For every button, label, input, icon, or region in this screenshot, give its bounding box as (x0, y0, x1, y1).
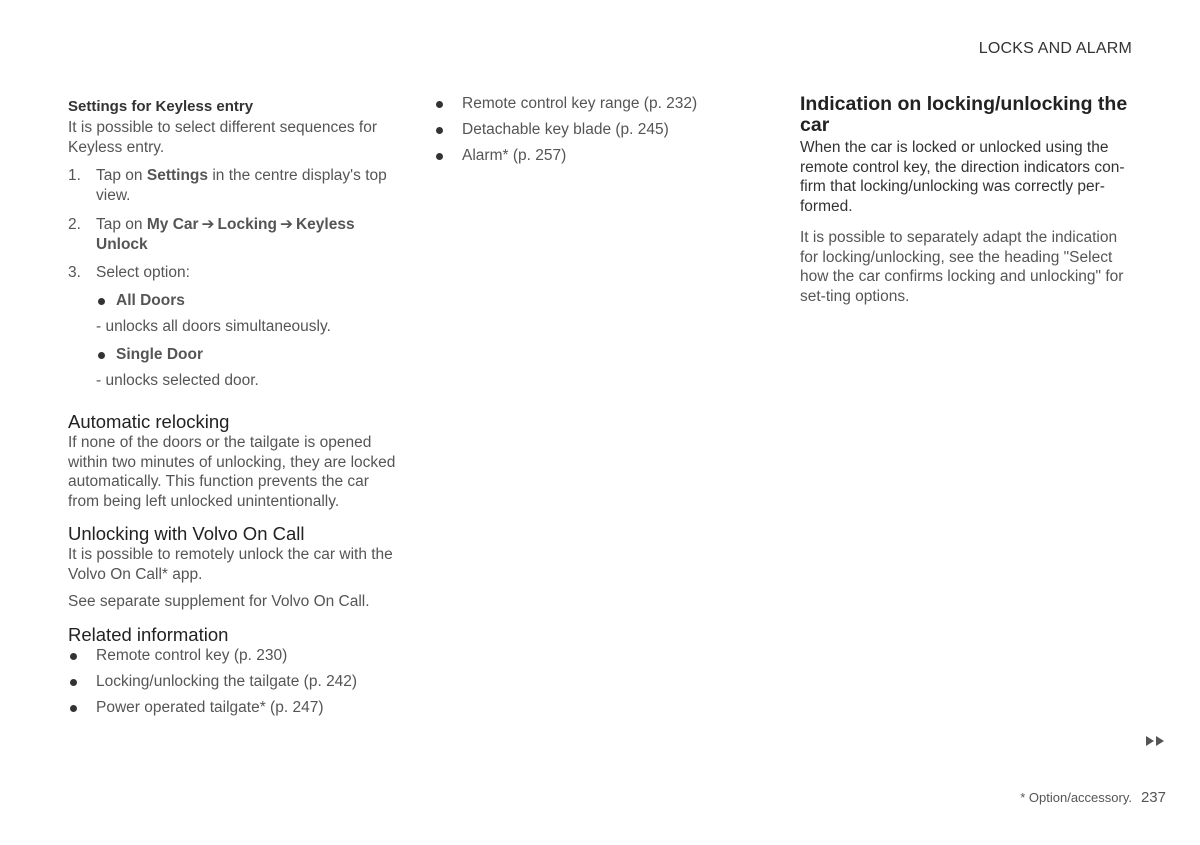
footnote: * Option/accessory. (1020, 790, 1132, 805)
right-column (800, 94, 1134, 306)
related-link[interactable] (434, 94, 734, 114)
section-header: LOCKS AND ALARM (978, 40, 1132, 57)
related-link-text: Remote control key (p. 230) (96, 646, 288, 664)
step-text: Select option: (96, 264, 190, 281)
option-description: - unlocks all doors simultaneously. (96, 318, 331, 335)
auto-relock-text: If none of the doors or the tailgate is opened within two minutes of unlocking, they are locked automatically. This function prevents the car from being left unlocked unintentionally. (68, 434, 396, 510)
path-my-car: My Car (146, 216, 199, 233)
middle-column (434, 94, 734, 166)
related-link-text: Locking/unlocking the tailgate (p. 242) (96, 672, 358, 690)
related-link[interactable] (68, 646, 400, 666)
option-description: - unlocks selected door. (96, 372, 259, 389)
keyless-intro: It is possible to select different sequences for Keyless entry. (68, 119, 378, 156)
bullet-icon (70, 705, 77, 712)
related-link[interactable] (68, 698, 400, 718)
double-right-arrow-icon (1146, 735, 1168, 749)
bullet-icon (436, 127, 443, 134)
left-column (68, 94, 400, 718)
path-keyless-unlock: Keyless Unlock (96, 216, 355, 253)
step-number: 1. (68, 167, 81, 184)
option-single-door (68, 345, 400, 365)
related-link[interactable] (434, 120, 734, 140)
step-2 (68, 215, 400, 255)
step-suffix: in the centre display's top view. (96, 167, 387, 204)
option-label: Single Door (116, 346, 203, 363)
related-link-text: Power operated tailgate* (p. 247) (96, 698, 324, 716)
bullet-icon (70, 653, 77, 660)
step-number: 3. (68, 264, 81, 281)
settings-term: Settings (146, 167, 209, 184)
step-prefix: Tap on (96, 167, 147, 184)
indication-body: It is possible to separately adapt the indication for locking/unlocking, see the heading "Select how the car confirms locking and unlocking" for set-ting options. (800, 229, 1124, 305)
arrow-right-icon: ➔ (279, 216, 293, 233)
bullet-icon (436, 153, 443, 160)
voc-heading: Unlocking with Volvo On Call (68, 523, 305, 544)
voc-text-2: See separate supplement for Volvo On Call. (68, 593, 370, 610)
related-link[interactable] (68, 672, 400, 692)
auto-relock-heading: Automatic relocking (68, 411, 230, 432)
page-number: 237 (1140, 789, 1166, 806)
related-link[interactable] (434, 146, 734, 166)
path-locking: Locking (217, 216, 277, 233)
related-link-text: Remote control key range (p. 232) (462, 95, 698, 112)
voc-text-1: It is possible to remotely unlock the car with the Volvo On Call* app. (68, 546, 393, 583)
indication-heading: Indication on locking/unlocking the car (800, 93, 1128, 136)
keyless-heading: Settings for Keyless entry (68, 98, 254, 115)
step-prefix: Tap on (96, 216, 147, 233)
related-link-text: Alarm* (p. 257) (462, 147, 567, 164)
related-heading: Related information (68, 623, 229, 645)
bullet-icon (436, 101, 443, 108)
bullet-icon (98, 352, 105, 359)
bullet-icon (98, 298, 105, 305)
arrow-right-icon: ➔ (201, 216, 215, 233)
bullet-icon (70, 679, 77, 686)
step-1 (68, 166, 400, 206)
indication-lead: When the car is locked or unlocked using the remote control key, the direction indicators con-firm that locking/unlocking was correctly per-formed. (800, 139, 1125, 215)
step-number: 2. (68, 216, 81, 233)
related-link-text: Detachable key blade (p. 245) (462, 121, 669, 138)
option-all-doors (68, 291, 400, 311)
option-label: All Doors (116, 292, 185, 309)
step-3 (68, 263, 400, 283)
